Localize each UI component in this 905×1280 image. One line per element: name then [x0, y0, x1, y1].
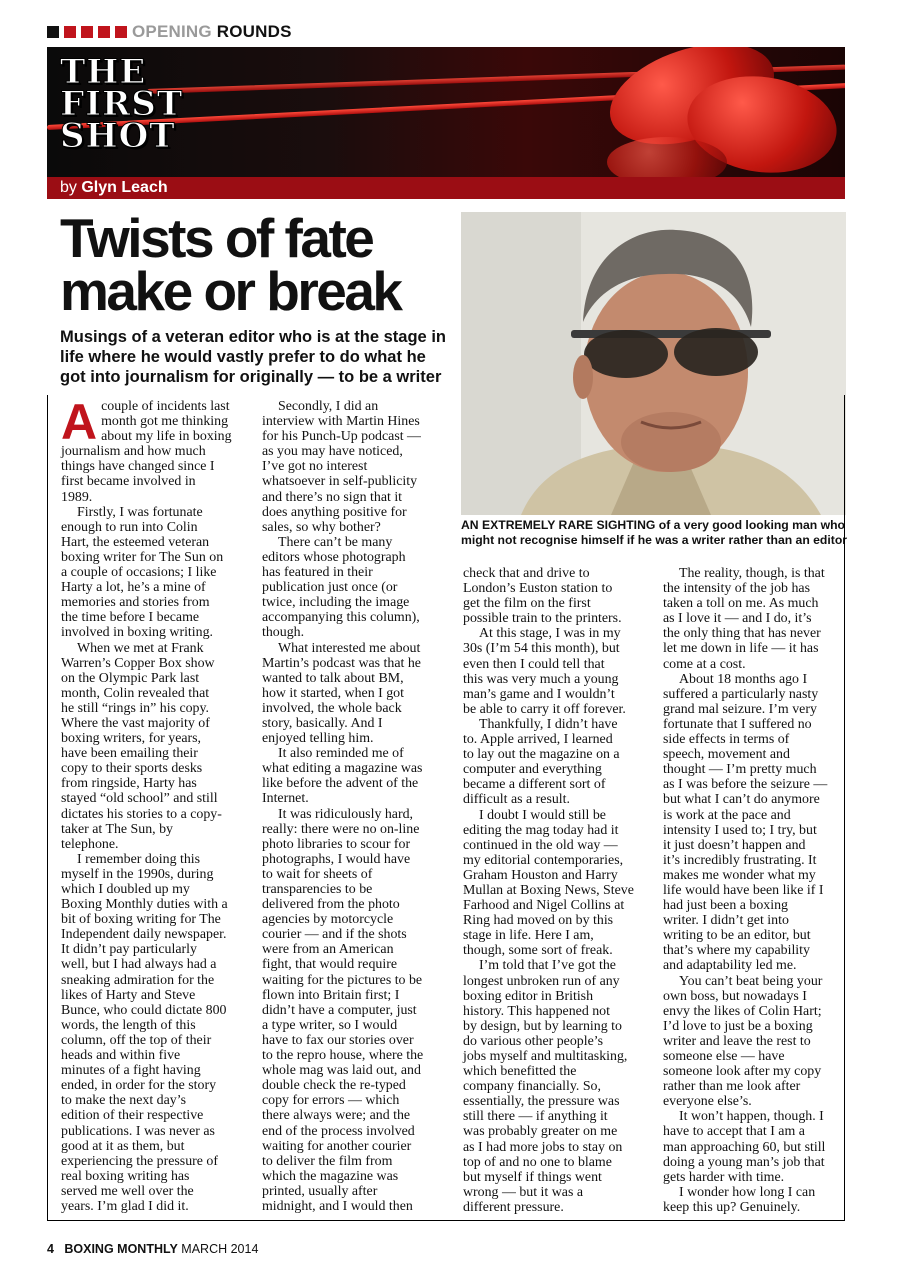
article-column-3 [463, 566, 648, 1215]
article-text-line: boxing writer for The Sun on [61, 549, 224, 565]
article-column-2 [262, 399, 447, 1214]
article-text-line: transparencies to be [262, 882, 373, 897]
article-text-line: side effects in terms of [663, 732, 790, 748]
article-text-line: rather than me look after [663, 1079, 801, 1095]
article-text-line: makes me wonder what my [663, 867, 816, 883]
article-text-line: on the Olympic Park last [61, 670, 200, 686]
article-text-line: Internet. [262, 791, 309, 807]
article-text-line: as I love it — and I do, it’s [663, 611, 812, 627]
article-text-line: do various other people’s [463, 1033, 604, 1049]
article-text-line: still there — if anything it [463, 1109, 608, 1125]
article-text-line: which benefitted the [463, 1064, 577, 1080]
article-text-line: publications. I was never as [61, 1123, 215, 1139]
article-text-line: to. Apple arrived, I learned [463, 732, 613, 748]
article-text-line: my editorial contemporaries, [463, 852, 624, 868]
article-text-line: editing the mag today had it [463, 822, 619, 838]
article-text-line: which I doubled up my [61, 882, 190, 897]
article-text-line: and there’s no sign that it [262, 489, 403, 505]
article-text-line: It won’t happen, though. I [679, 1109, 824, 1125]
section-label [132, 22, 292, 42]
article-text-line: it’s incredibly frustrating. It [663, 852, 817, 868]
page-footer [47, 1242, 258, 1256]
article-text-line: well, but I had always had a [61, 957, 217, 973]
article-text-line: he still “rings in” his copy. [61, 700, 210, 716]
section-marker-square [47, 26, 59, 38]
article-text-line: It was ridiculously hard, [278, 806, 414, 822]
article-text-line: how it started, when I got [262, 685, 404, 701]
article-text-line: Bunce, who could dictate 800 [61, 1002, 227, 1018]
article-text-line: column, off the top of their [61, 1032, 212, 1048]
column-title-line: SHOT [60, 116, 176, 156]
article-text-line: life would have been like if I [663, 882, 824, 898]
article-text-line: telephone. [61, 836, 119, 852]
article-text-line: waiting for another courier [262, 1138, 412, 1154]
article-text-line: that’s where my capability [663, 943, 810, 959]
article-text-line: You can’t beat being your [679, 973, 823, 989]
caption-text: of a very good looking man who might not recognise himself if he was a writer rather than an editor [461, 518, 848, 547]
article-text-line: bit of boxing writing for The [61, 912, 221, 928]
article-text-line: a type writer, so I would [262, 1017, 398, 1033]
article-text-line: copy to their sports desks [61, 761, 203, 777]
article-text-line: from ringside, Harty has [61, 776, 197, 792]
article-text-line: the time before I became [61, 610, 200, 626]
article-text-line: a couple of occasions; I like [61, 565, 217, 581]
article-text-line: words, the length of this [61, 1017, 196, 1033]
article-text-line: I wonder how long I can [679, 1184, 816, 1200]
magazine-name: BOXING MONTHLY [64, 1242, 178, 1256]
article-text-line: heads and within five [61, 1048, 181, 1064]
article-text-line: man approaching 60, but still [663, 1139, 826, 1155]
article-text-line: 1989. [61, 489, 93, 505]
article-text-line: good at it as them, but [61, 1138, 185, 1154]
article-text-line: intensity I used to; I try, but [663, 822, 817, 838]
article-text-line: The reality, though, is that [679, 566, 825, 581]
column-title-line: THE [60, 52, 147, 92]
article-text-line: ended, in order for the story [61, 1078, 217, 1094]
article-text-line: possible train to the printers. [463, 611, 622, 627]
article-text-line: I’m told that I’ve got the [479, 958, 616, 974]
article-text-line: writer. I didn’t get into [663, 913, 789, 929]
article-text-line: About 18 months ago I [679, 671, 808, 687]
article-text-line: I doubt I would still be [479, 807, 606, 823]
article-text-line: I’d love to just be a boxing [663, 1018, 813, 1034]
article-text-line: really: there were no on-line [262, 821, 420, 837]
article-text-line: what editing a magazine was [262, 761, 423, 777]
article-text-line: story, basically. And I [262, 715, 383, 731]
article-text-line: to wait for sheets of [262, 866, 373, 882]
article-text-line: twice, including the image [262, 595, 410, 611]
article-text-line: agencies by motorcycle [262, 912, 394, 928]
article-text-line: sneaking admiration for the [61, 972, 215, 988]
article-text-line: to lay out the magazine on a [463, 747, 620, 763]
article-text-line: memories and stories from [61, 595, 210, 611]
article-text-line: company financially. So, [463, 1079, 601, 1095]
article-column-4 [663, 566, 848, 1215]
article-text-line: by design, but by learning to [463, 1018, 622, 1034]
article-text-line: writer and leave the rest to [663, 1033, 811, 1049]
article-text-line: for his Punch-Up podcast — [262, 429, 421, 445]
article-text-line: sales, so why bother? [262, 519, 381, 535]
article-text-line: things have changed since I [61, 459, 215, 475]
article-text-line: taker at The Sun, by [61, 821, 173, 837]
article-text-line: I remember doing this [77, 851, 201, 867]
byline-prefix: by [60, 179, 77, 196]
article-text-line: longest unbroken run of any [463, 973, 620, 989]
article-text-line: Secondly, I did an [278, 399, 379, 414]
article-text-line: flown into Britain first; I [262, 987, 400, 1003]
article-text-line: Mullan at Boxing News, Steve [463, 882, 634, 898]
article-text-line: real boxing writing has [61, 1168, 190, 1184]
article-text-line: month, Colin revealed that [61, 685, 210, 701]
article-text-line: as I was before the seizure — [663, 777, 828, 793]
article-text-line: stayed “old school” and still [61, 791, 218, 807]
article-text-line: history. This happened not [463, 1003, 610, 1019]
article-text-line: doing a young man’s job that [663, 1154, 825, 1170]
article-text-line: It also reminded me of [278, 746, 404, 762]
article-text-line: suffered a particularly nasty [663, 686, 819, 702]
article-text-line: to the repro house, where the [262, 1048, 424, 1064]
section-marker-square [115, 26, 127, 38]
article-text-line: it just doesn’t happen and [663, 837, 806, 853]
article-text-line: computer and everything [463, 762, 602, 778]
article-text-line: wrong — but it was a [463, 1184, 583, 1200]
article-text-line: At this stage, I was in my [479, 626, 621, 642]
drop-cap: A [61, 394, 98, 450]
article-text-line: the only thing that has never [663, 626, 821, 642]
article-text-line: myself in the 1990s, during [61, 866, 214, 882]
byline-bar [47, 177, 845, 199]
article-text-line: publication just once (or [262, 580, 398, 596]
article-text-line: though, some sort of freak. [463, 943, 613, 959]
article-text-line: whole mag was laid out, and [262, 1063, 421, 1079]
article-text-line: gets harder with time. [663, 1169, 785, 1185]
article-text-line: Warren’s Copper Box show [61, 655, 215, 671]
article-text-line: top of and no one to blame [463, 1154, 612, 1170]
article-text-line: waiting for the pictures to be [262, 972, 423, 988]
article-text-line: as I had more jobs to stay on [463, 1139, 623, 1155]
article-text-line: difficult as a result. [463, 792, 570, 808]
article-text-line: but myself if things went [463, 1169, 602, 1185]
article-text-line: editors whose photograph [262, 549, 406, 565]
article-text-line: this was very much a young [463, 671, 619, 687]
article-text-line: journalism and how much [61, 444, 206, 460]
article-text-line: own boss, but nowadays I [663, 988, 807, 1004]
article-text-line: fight, that would require [262, 957, 398, 973]
article-text-line: someone else — have [663, 1049, 785, 1064]
article-text-line: does anything positive for [262, 504, 407, 520]
article-text-line: printed, usually after [262, 1183, 378, 1199]
article-text-line: involved, the whole back [262, 700, 402, 716]
article-text-line: courier — and if the shots [262, 927, 407, 943]
article-text-line: There can’t be many [278, 534, 393, 550]
section-marker-square [64, 26, 76, 38]
article-text-line: likes of Harty and Steve [61, 987, 196, 1003]
article-text-line: essentially, the pressure was [463, 1094, 620, 1110]
article-text-line: couple of incidents last [101, 399, 230, 414]
byline-author: Glyn Leach [81, 179, 168, 196]
article-text-line: and adaptability led me. [663, 958, 797, 974]
article-text-line: double check the re-typed [262, 1078, 406, 1094]
article-text-line: which the magazine was [262, 1168, 399, 1184]
article-text-line: Boxing Monthly duties with a [61, 897, 228, 913]
article-text-line: continued in the old way — [463, 837, 618, 853]
section-marker-square [81, 26, 93, 38]
article-text-line: have been emailing their [61, 746, 198, 762]
article-text-line: minutes of a fight having [61, 1063, 201, 1079]
article-text-line: midnight, and I would then [262, 1198, 413, 1214]
article-text-line: enjoyed telling him. [262, 731, 374, 747]
article-text-line: copy for errors — which [262, 1093, 400, 1109]
article-text-line: about my life in boxing [101, 429, 232, 445]
article-text-line: first became involved in [61, 474, 196, 490]
article-text-line: Firstly, I was fortunate [77, 504, 203, 520]
article-text-line: dictates his stories to a copy- [61, 806, 222, 822]
article-text-line: as you may have noticed, [262, 444, 403, 460]
article-text-line: wanted to talk about BM, [262, 670, 404, 686]
article-text-line: was probably greater on me [463, 1124, 618, 1140]
article-text-line: everyone else’s. [663, 1094, 752, 1110]
article-text-line: have to fax our stories over [262, 1032, 414, 1048]
article-text-line: fortunate that I suffered no [663, 716, 812, 732]
article-text-line: have to accept that I am a [663, 1124, 805, 1140]
article-text-line: Independent daily newspaper. [61, 927, 227, 943]
article-text-line: come at a cost. [663, 656, 746, 672]
article-text-line: Graham Houston and Harry [463, 867, 618, 883]
article-text-line: Hart, the esteemed veteran [61, 534, 210, 550]
article-text-line: When we met at Frank [77, 640, 204, 656]
article-column-1 [61, 394, 246, 1214]
article-text-line: whatsoever in self-publicity [262, 474, 418, 490]
article-text-line: to deliver the film from [262, 1153, 393, 1169]
article-text-line: be able to carry it off forever. [463, 701, 626, 717]
article-text-line: month got me thinking [101, 414, 229, 430]
article-text-line: photographs, I would have [262, 851, 411, 867]
article-text-line: involved in boxing writing. [61, 625, 214, 641]
article-text-line: man’s game and I wouldn’t [463, 686, 615, 702]
article-headline: Twists of fate make or break [60, 207, 401, 322]
article-text-line: to make the next day’s [61, 1093, 186, 1109]
article-text-line: though. [262, 625, 305, 641]
section-marker-square [98, 26, 110, 38]
article-text-line: boxing editor in British [463, 988, 594, 1004]
article-text-line: check that and drive to [463, 566, 590, 581]
section-label-dark: ROUNDS [216, 22, 292, 41]
article-text-line: were from an American [262, 942, 394, 958]
article-text-line: someone look after my copy [663, 1064, 822, 1080]
article-text-line: What interested me about [278, 640, 421, 656]
article-text-line: became a different sort of [463, 777, 606, 793]
article-text-line: taken a toll on me. As much [663, 596, 819, 612]
article-text-line: 30s (I’m 54 this month), but [463, 641, 620, 657]
article-text-line: delivered from the photo [262, 897, 400, 913]
article-text-line: even then I could tell that [463, 656, 605, 672]
article-text-line: interview with Martin Hines [262, 414, 420, 430]
article-text-line: London’s Euston station to [463, 581, 613, 597]
article-text-line: like before the advent of the [262, 776, 419, 792]
article-text-line: Farhood and Nigel Collins at [463, 898, 625, 914]
article-standfirst: Musings of a veteran editor who is at the stage in life where he would vastly prefer to do what he got into journalism for originally — to be a writer [60, 328, 446, 386]
section-label-light: OPENING [132, 22, 212, 41]
article-text-line: didn’t have a computer, just [262, 1002, 417, 1018]
article-text-line: but what I can’t do anymore [663, 792, 820, 808]
article-text-line: there always were; and the [262, 1108, 411, 1124]
article-text-line: served me well over the [61, 1183, 194, 1199]
article-text-line: years. I’m glad I did it. [61, 1198, 189, 1214]
article-text-line: had just been a boxing [663, 898, 788, 914]
article-text-line: experiencing the pressure of [61, 1153, 218, 1169]
article-text-line: boxing writers, for years, [61, 731, 202, 747]
article-text-line: speech, movement and [663, 747, 790, 763]
caption-lead: AN EXTREMELY RARE SIGHTING [461, 518, 656, 532]
article-text-line: jobs myself and multitasking, [463, 1049, 628, 1064]
article-text-line: thought — I’m pretty much [663, 762, 817, 778]
issue-date: MARCH 2014 [181, 1242, 259, 1256]
article-text-line: accompanying this column), [262, 610, 420, 626]
article-text-line: Thankfully, I didn’t have [479, 716, 618, 732]
article-text-line: writing to be an editor, but [663, 928, 811, 944]
article-text-line: has featured in their [262, 565, 373, 581]
page-number: 4 [47, 1242, 54, 1256]
column-title [60, 52, 184, 156]
article-text-line: keep this up? Genuinely. [663, 1199, 801, 1215]
article-text-line: is work at the pace and [663, 807, 791, 823]
article-text-line: enough to run into Colin [61, 519, 198, 535]
article-text-line: end of the process involved [262, 1123, 415, 1139]
article-text-line: stage in life. Here I am, [463, 928, 594, 944]
article-text-line: Martin’s podcast was that he [262, 655, 421, 671]
article-text-line: different pressure. [463, 1199, 564, 1215]
article-text-line: photo libraries to scour for [262, 836, 411, 852]
article-text-line: edition of their respective [61, 1108, 204, 1124]
article-text-line: grand mal seizure. I’m very [663, 701, 817, 717]
article-text-line: get the film on the first [463, 596, 591, 612]
article-text-line: the intensity of the job has [663, 581, 810, 597]
article-text-line: Ring had moved on by this [463, 913, 614, 929]
column-title-line: FIRST [60, 84, 184, 124]
article-text-line: Harty a lot, he’s a mine of [61, 580, 206, 596]
article-text-line: envy the likes of Colin Hart; [663, 1003, 822, 1019]
article-text-line: It didn’t pay particularly [61, 942, 197, 958]
article-text-line: I’ve got no interest [262, 459, 368, 475]
article-text-line: let me down in life — it has [663, 641, 819, 657]
article-text-line: Where the vast majority of [61, 715, 210, 731]
